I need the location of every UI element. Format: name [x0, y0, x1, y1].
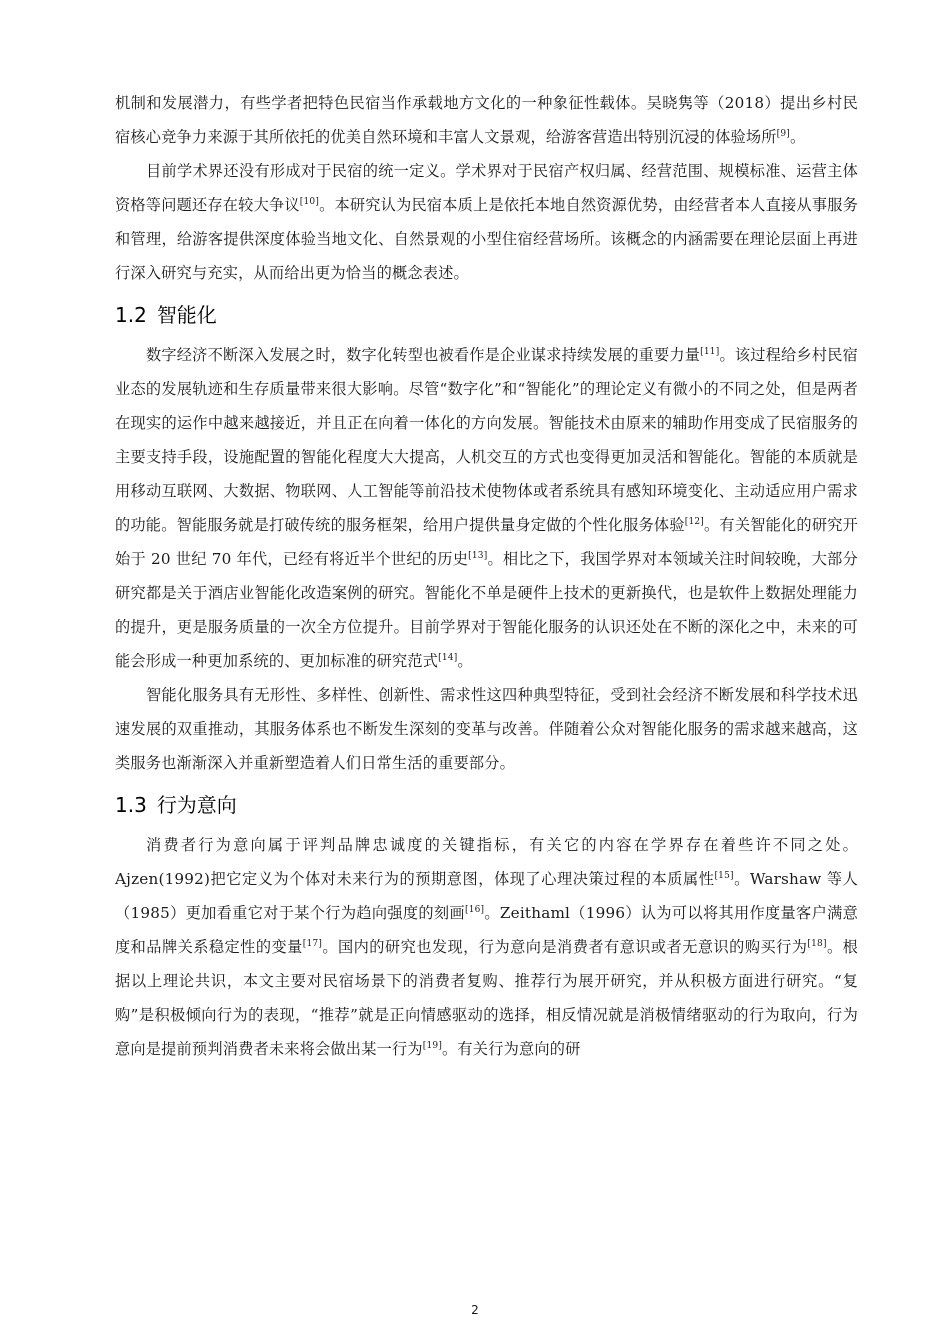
- section-heading: [115, 300, 858, 330]
- text-run: 。根据以上理论共识，本文主要对民宿场景下的消费者复购、推荐行为展开研究，并从积极方面进行研究。“复购”是积极倾向行为的表现，“推荐”就是正向情感驱动的选择，相反情况就是消极情绪驱动的行为取向，行为意向是提前预判消费者未来将会做出某一行为: [115, 938, 858, 1058]
- text-run: 机制和发展潜力，有些学者把特色民宿当作承载地方文化的一种象征性载体。吴晓隽等（2018）提出乡村民宿核心竞争力来源于其所依托的优美自然环境和丰富人文景观，给游客营造出特别沉浸的体验场所: [115, 94, 858, 146]
- paragraph: [115, 338, 858, 678]
- section-number: 1.3: [115, 793, 147, 817]
- paragraph: [115, 678, 858, 780]
- text-run: 智能化服务具有无形性、多样性、创新性、需求性这四种典型特征，受到社会经济不断发展和科学技术迅速发展的双重推动，其服务体系也不断发生深刻的变革与改善。伴随着公众对智能化服务的需求越来越高，这类服务也渐渐深入并重新塑造着人们日常生活的重要部分。: [115, 686, 858, 772]
- section-title: 行为意向: [156, 793, 237, 817]
- paragraph: [115, 828, 858, 1066]
- citation: [9]: [776, 128, 791, 139]
- text-run: 。相比之下，我国学界对本领域关注时间较晚，大部分研究都是关于酒店业智能化改造案例的研究。智能化不单是硬件上技术的更新换代，也是软件上数据处理能力的提升，更是服务质量的一次全方位提升。目前学界对于智能化服务的认识还处在不断的深化之中，未来的可能会形成一种更加系统的、更加标准的研究范式: [115, 550, 858, 670]
- paragraph: [115, 154, 858, 290]
- text-run: 消费者行为意向属于评判品牌忠诚度的关键指标，有关它的内容在学界存在着些许不同之处。Ajzen(1992)把它定义为个体对未来行为的预期意图，体现了心理决策过程的本质属性: [115, 836, 858, 888]
- citation: [14]: [438, 652, 458, 663]
- paragraph: [115, 86, 858, 154]
- text-run: 。有关智能化的研究开始于 20 世纪 70 年代，已经有将近半个世纪的历史: [115, 516, 858, 568]
- citation: [18]: [807, 938, 827, 949]
- section-heading: [115, 790, 858, 820]
- citation: [19]: [422, 1040, 443, 1051]
- text-run: 。Warshaw 等人（1985）更加看重它对于某个行为趋向强度的刻画: [115, 870, 858, 922]
- citation: [10]: [299, 196, 320, 207]
- text-run: 。: [457, 652, 473, 670]
- text-run: 。该过程给乡村民宿业态的发展轨迹和生存质量带来很大影响。尽管“数字化”和“智能化”的理论定义有微小的不同之处，但是两者在现实的运作中越来越接近，并且正在向着一体化的方向发展。智能技术由原来的辅助作用变成了民宿服务的主要支持手段，设施配置的智能化程度大大提高，人机交互的方式也变得更加灵活和智能化。智能的本质就是用移动互联网、大数据、物联网、人工智能等前沿技术使物体或者系统具有感知环境变化、主动适应用户需求的功能。智能服务就是打破传统的服务框架，给用户提供量身定做的个性化服务体验: [115, 346, 858, 534]
- citation: [12]: [684, 516, 705, 527]
- section-title: 智能化: [156, 303, 217, 327]
- text-run: 。Zeithaml（1996）认为可以将其用作度量客户满意度和品牌关系稳定性的变量: [115, 904, 859, 956]
- text-run: 目前学术界还没有形成对于民宿的统一定义。学术界对于民宿产权归属、经营范围、规模标准、运营主体资格等问题还存在较大争议: [115, 162, 858, 214]
- text-run: 。本研究认为民宿本质上是依托本地自然资源优势，由经营者本人直接从事服务和管理，给游客提供深度体验当地文化、自然景观的小型住宿经营场所。该概念的内涵需要在理论层面上再进行深入研究与充实，从而给出更为恰当的概念表述。: [115, 196, 858, 282]
- text-run: 。国内的研究也发现，行为意向是消费者有意识或者无意识的购买行为: [322, 938, 808, 956]
- text-run: 数字经济不断深入发展之时，数字化转型也被看作是企业谋求持续发展的重要力量: [146, 346, 701, 364]
- text-run: 。: [790, 128, 806, 146]
- citation: [11]: [700, 346, 720, 357]
- citation: [16]: [464, 904, 485, 915]
- citation: [15]: [714, 870, 734, 881]
- citation: [17]: [302, 938, 323, 949]
- page-body: [115, 86, 858, 1066]
- text-run: 。有关行为意向的研: [442, 1040, 581, 1058]
- citation: [13]: [468, 550, 488, 561]
- page-number: 2: [471, 1303, 479, 1317]
- section-number: 1.2: [115, 303, 147, 327]
